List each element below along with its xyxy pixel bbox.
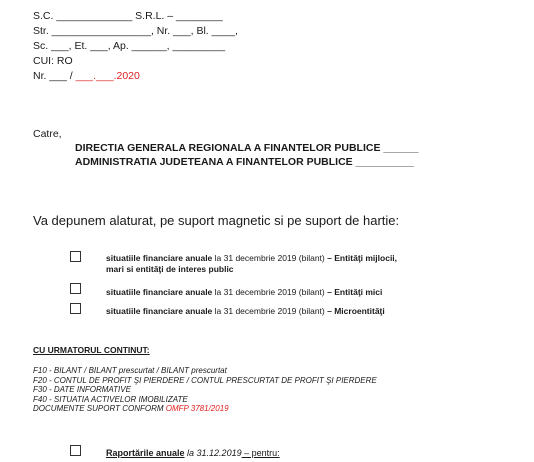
item-raportari [106, 448, 280, 459]
number-prefix: Nr. ___ / [33, 70, 76, 82]
item-1-category: – Entităţi mijlocii, [327, 253, 398, 263]
content-line-f10: F10 - BILANT / BILANT prescurtat / BILANT prescurtat [33, 366, 227, 375]
content-line-f30: F30 - DATE INFORMATIVE [33, 385, 131, 394]
company-line: S.C. _____________ S.R.L. – ________ [33, 10, 223, 22]
item-1-line2: mari si entităţi de interes public [106, 264, 234, 274]
content-heading: CU URMATORUL CONTINUT: [33, 345, 150, 355]
item-microentitati [106, 306, 385, 317]
recipient-line-1: DIRECTIA GENERALA REGIONALA A FINANTELOR PUBLICE ______ [75, 142, 419, 154]
checkbox-raportari[interactable] [70, 445, 81, 456]
content-line-f20: F20 - CONTUL DE PROFIT ŞI PIERDERE / CONTUL PRESCURTAT DE PROFIT ŞI PIERDERE [33, 375, 377, 385]
number-date: ___.___.2020 [75, 70, 140, 82]
catre-label: Catre, [33, 128, 62, 140]
item-3-bold: situatiile financiare anuale [106, 306, 213, 316]
reports-bold: Raportările anuale [106, 448, 185, 458]
item-1-bold: situatiile financiare anuale [106, 253, 213, 263]
item-3-category: – Microentităţi [327, 306, 385, 316]
intro-text: Va depunem alaturat, pe suport magnetic si pe suport de hartie: [33, 213, 400, 228]
item-2-normal: la 31 decembrie 2019 (bilant) [212, 287, 328, 297]
item-1-normal: la 31 decembrie 2019 (bilant) [212, 253, 328, 263]
checkbox-microentitati[interactable] [70, 303, 81, 314]
cui-line: CUI: RO [33, 55, 73, 67]
documents-prefix: DOCUMENTE SUPORT CONFORM [33, 404, 166, 413]
item-entitati-mici [106, 287, 382, 298]
content-line-f40: F40 - SITUATIA ACTIVELOR IMOBILIZATE [33, 394, 188, 404]
documents-ref: OMFP 3781/2019 [165, 404, 229, 413]
recipient-line-2: ADMINISTRATIA JUDETEANA A FINANTELOR PUBLICE __________ [75, 156, 414, 168]
checkbox-entitati-mijlocii[interactable] [70, 251, 81, 262]
number-line [33, 70, 140, 82]
item-2-category: – Entităţi mici [327, 287, 383, 297]
reports-date: la 31.12.2019 [184, 448, 242, 458]
reports-tail: – pentru: [241, 448, 280, 458]
item-3-normal: la 31 decembrie 2019 (bilant) [212, 306, 328, 316]
street-line: Str. _________________, Nr. ___, Bl. ____, [33, 25, 238, 37]
content-line-documents [33, 404, 229, 414]
item-entitati-mijlocii [106, 253, 397, 275]
item-2-bold: situatiile financiare anuale [106, 287, 213, 297]
checkbox-entitati-mici[interactable] [70, 283, 81, 294]
address-line: Sc. ___, Et. ___, Ap. ______, _________ [33, 40, 226, 52]
